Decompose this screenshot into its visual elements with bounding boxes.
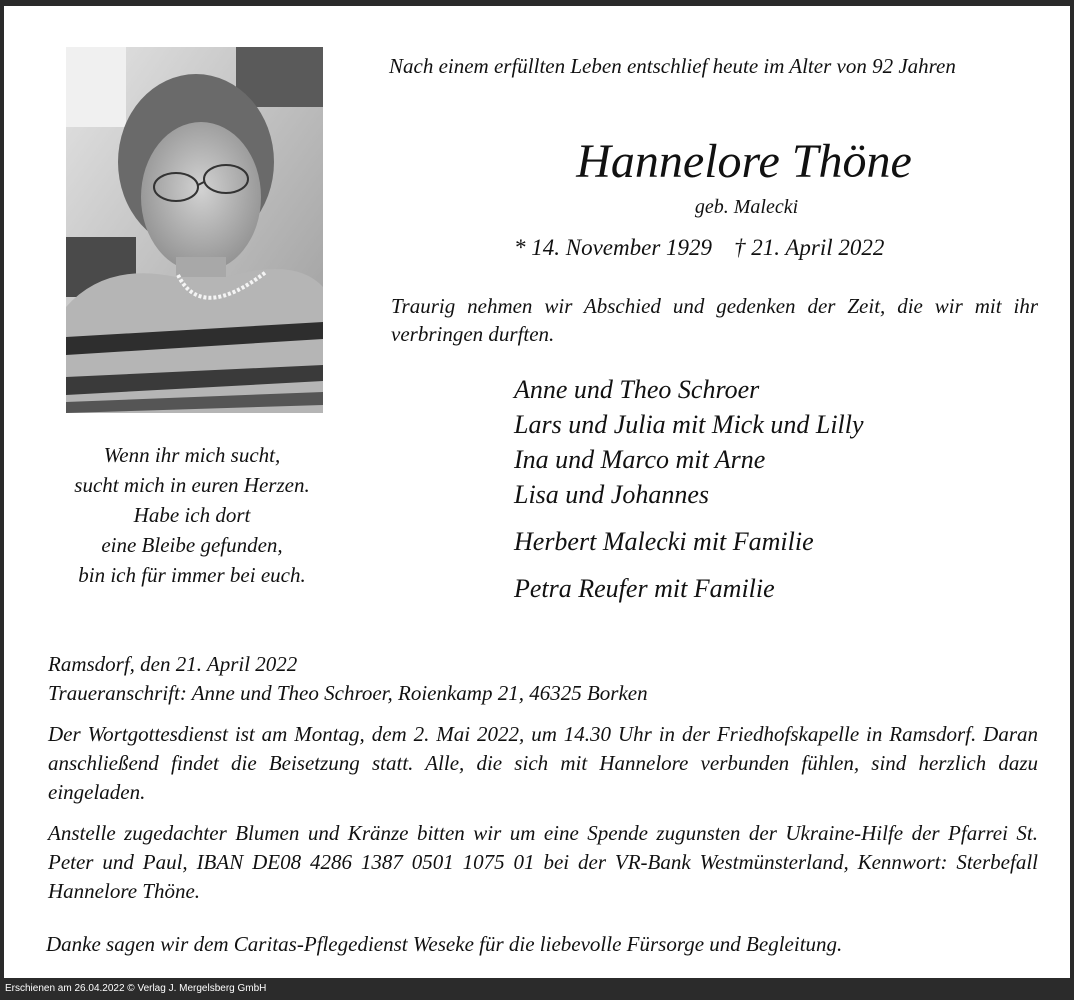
portrait-image	[66, 47, 323, 413]
maiden-name: geb. Malecki	[694, 196, 799, 218]
mourners-list	[514, 372, 1034, 618]
mourner-entry: Petra Reufer mit Familie	[514, 574, 775, 603]
portrait-photo	[66, 47, 323, 413]
life-dates	[514, 233, 1034, 263]
poem-line: bin ich für immer bei euch.	[78, 563, 306, 587]
deceased-name: Hannelore Thöne	[576, 135, 912, 188]
place-and-date: Ramsdorf, den 21. April 2022	[48, 652, 298, 676]
thanks-text: Danke sagen wir dem Caritas-Pflegedienst Weseke für die liebevolle Fürsorge und Begleitung.	[46, 932, 843, 956]
poem-line: Wenn ihr mich sucht,	[103, 443, 281, 467]
mourner-entry: Ina und Marco mit Arne	[514, 445, 766, 474]
mourning-address: Traueranschrift: Anne und Theo Schroer, Roienkamp 21, 46325 Borken	[48, 681, 648, 705]
mourner-entry: Lisa und Johannes	[514, 480, 709, 509]
publication-footer: Erschienen am 26.04.2022 © Verlag J. Mergelsberg GmbH	[0, 978, 1074, 1000]
death-date: † 21. April 2022	[734, 235, 885, 260]
mourner-entry: Herbert Malecki mit Familie	[514, 527, 814, 556]
mourner-entry: Lars und Julia mit Mick und Lilly	[514, 410, 864, 439]
birth-date: * 14. November 1929	[514, 235, 713, 260]
poem-line: eine Bleibe gefunden,	[101, 533, 283, 557]
grief-text: Traurig nehmen wir Abschied und gedenken der Zeit, die wir mit ihr verbringen durften.	[391, 294, 1038, 346]
memorial-poem	[44, 440, 340, 590]
notice-details	[48, 650, 1038, 918]
donation-info: Anstelle zugedachter Blumen und Kränze bitten wir um eine Spende zugunsten der Ukraine-Hilfe der Pfarrei St. Peter und Paul, IBAN DE08 4286 1387 0501 1075 01 bei der VR-Bank Westmünsterland, Kennwort: Sterbefall Hannelore Thöne.	[48, 821, 1038, 903]
poem-line: sucht mich in euren Herzen.	[74, 473, 310, 497]
poem-line: Habe ich dort	[133, 503, 251, 527]
intro-text: Nach einem erfüllten Leben entschlief heute im Alter von 92 Jahren	[389, 54, 956, 78]
mourner-entry: Anne und Theo Schroer	[514, 375, 760, 404]
service-info: Der Wortgottesdienst ist am Montag, dem 2. Mai 2022, um 14.30 Uhr in der Friedhofskapelle in Ramsdorf. Daran anschließend findet die Beisetzung statt. Alle, die sich mit Hannelore verbunden fühlen, sind herzlich dazu eingeladen.	[48, 722, 1038, 804]
mourners-group-1	[514, 372, 1034, 512]
